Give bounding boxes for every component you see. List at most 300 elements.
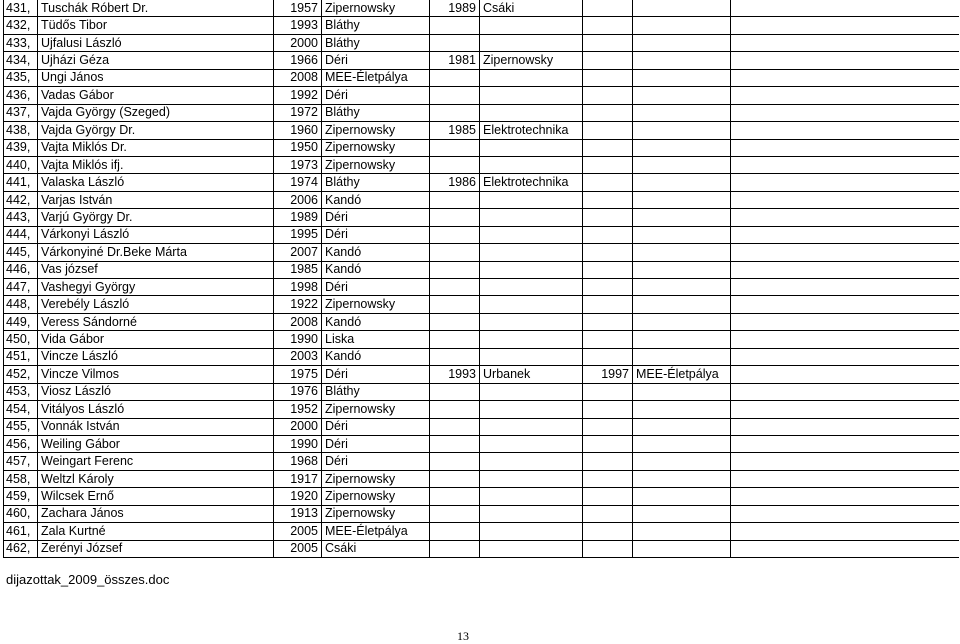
award-year-3 bbox=[583, 0, 633, 17]
award-year-2 bbox=[430, 156, 480, 173]
award-year-2 bbox=[430, 34, 480, 51]
award-year-3 bbox=[583, 52, 633, 69]
award-name-2: Elektrotechnika bbox=[480, 174, 583, 191]
award-year-3 bbox=[583, 87, 633, 104]
row-number: 450, bbox=[4, 331, 38, 348]
award-year-3 bbox=[583, 104, 633, 121]
table-spacer-cell bbox=[731, 87, 959, 104]
award-year-2 bbox=[430, 87, 480, 104]
award-year-1: 1995 bbox=[274, 226, 322, 243]
award-year-2: 1993 bbox=[430, 366, 480, 383]
table-spacer-cell bbox=[731, 453, 959, 470]
award-year-3 bbox=[583, 34, 633, 51]
award-year-2 bbox=[430, 401, 480, 418]
award-year-1: 1973 bbox=[274, 156, 322, 173]
awardee-name: Vincze Vilmos bbox=[38, 366, 274, 383]
award-year-1: 2000 bbox=[274, 418, 322, 435]
award-name-2 bbox=[480, 139, 583, 156]
award-year-2 bbox=[430, 209, 480, 226]
award-name-3 bbox=[633, 523, 731, 540]
awardee-name: Zerényi József bbox=[38, 540, 274, 557]
award-name-3 bbox=[633, 191, 731, 208]
award-year-1: 2008 bbox=[274, 69, 322, 86]
award-name-1: Déri bbox=[322, 453, 430, 470]
table-spacer-cell bbox=[731, 279, 959, 296]
award-year-2 bbox=[430, 488, 480, 505]
award-year-1: 1992 bbox=[274, 87, 322, 104]
awardee-name: Vitályos László bbox=[38, 401, 274, 418]
award-year-1: 1990 bbox=[274, 331, 322, 348]
table-spacer-cell bbox=[731, 470, 959, 487]
award-year-2 bbox=[430, 470, 480, 487]
awardee-name: Vashegyi György bbox=[38, 279, 274, 296]
award-name-3 bbox=[633, 209, 731, 226]
award-name-2 bbox=[480, 348, 583, 365]
award-name-1: Bláthy bbox=[322, 174, 430, 191]
row-number: 454, bbox=[4, 401, 38, 418]
award-year-2 bbox=[430, 69, 480, 86]
award-name-2: Csáki bbox=[480, 0, 583, 17]
award-name-2 bbox=[480, 34, 583, 51]
award-year-1: 1920 bbox=[274, 488, 322, 505]
award-name-3 bbox=[633, 383, 731, 400]
award-year-1: 1960 bbox=[274, 122, 322, 139]
awardee-name: Zala Kurtné bbox=[38, 523, 274, 540]
awardee-name: Vajda György (Szeged) bbox=[38, 104, 274, 121]
award-year-3 bbox=[583, 313, 633, 330]
awardee-name: Vonnák István bbox=[38, 418, 274, 435]
table-spacer-cell bbox=[731, 505, 959, 522]
table-row bbox=[4, 418, 959, 435]
awardee-name: Verebély László bbox=[38, 296, 274, 313]
award-name-3 bbox=[633, 453, 731, 470]
award-year-2: 1986 bbox=[430, 174, 480, 191]
award-name-3 bbox=[633, 69, 731, 86]
award-year-3 bbox=[583, 139, 633, 156]
table-row bbox=[4, 209, 959, 226]
row-number: 445, bbox=[4, 244, 38, 261]
award-name-1: Déri bbox=[322, 279, 430, 296]
award-name-2 bbox=[480, 418, 583, 435]
table-row bbox=[4, 540, 959, 557]
award-name-1: Déri bbox=[322, 52, 430, 69]
award-year-1: 1952 bbox=[274, 401, 322, 418]
row-number: 462, bbox=[4, 540, 38, 557]
award-name-2 bbox=[480, 401, 583, 418]
table-row bbox=[4, 331, 959, 348]
award-year-1: 2005 bbox=[274, 523, 322, 540]
award-name-1: Zipernowsky bbox=[322, 296, 430, 313]
row-number: 453, bbox=[4, 383, 38, 400]
table-row bbox=[4, 505, 959, 522]
awardee-name: Wilcsek Ernő bbox=[38, 488, 274, 505]
table-spacer-cell bbox=[731, 226, 959, 243]
table-row bbox=[4, 122, 959, 139]
award-year-3 bbox=[583, 435, 633, 452]
award-year-3 bbox=[583, 122, 633, 139]
award-year-2 bbox=[430, 418, 480, 435]
award-name-3 bbox=[633, 156, 731, 173]
award-name-1: Bláthy bbox=[322, 17, 430, 34]
table-spacer-cell bbox=[731, 261, 959, 278]
awardee-name: Tuschák Róbert Dr. bbox=[38, 0, 274, 17]
table-spacer-cell bbox=[731, 209, 959, 226]
award-name-3 bbox=[633, 279, 731, 296]
awardee-name: Vadas Gábor bbox=[38, 87, 274, 104]
row-number: 432, bbox=[4, 17, 38, 34]
table-row bbox=[4, 523, 959, 540]
award-year-3 bbox=[583, 418, 633, 435]
award-name-1: Bláthy bbox=[322, 383, 430, 400]
table-row bbox=[4, 488, 959, 505]
table-spacer-cell bbox=[731, 191, 959, 208]
awardee-name: Vida Gábor bbox=[38, 331, 274, 348]
table-row bbox=[4, 34, 959, 51]
award-year-1: 2005 bbox=[274, 540, 322, 557]
table-row bbox=[4, 17, 959, 34]
table-spacer-cell bbox=[731, 0, 959, 17]
table-spacer-cell bbox=[731, 122, 959, 139]
award-name-1: Kandó bbox=[322, 313, 430, 330]
award-year-3 bbox=[583, 191, 633, 208]
award-year-2 bbox=[430, 296, 480, 313]
award-year-1: 1913 bbox=[274, 505, 322, 522]
awardee-name: Ujházi Géza bbox=[38, 52, 274, 69]
awardee-name: Vajta Miklós ifj. bbox=[38, 156, 274, 173]
award-name-3 bbox=[633, 418, 731, 435]
award-name-2 bbox=[480, 383, 583, 400]
award-year-1: 2007 bbox=[274, 244, 322, 261]
award-name-1: Zipernowsky bbox=[322, 470, 430, 487]
table-spacer-cell bbox=[731, 104, 959, 121]
award-year-2 bbox=[430, 279, 480, 296]
award-name-3 bbox=[633, 139, 731, 156]
table-spacer-cell bbox=[731, 17, 959, 34]
awardee-name: Ungi János bbox=[38, 69, 274, 86]
award-year-3 bbox=[583, 296, 633, 313]
award-name-1: Zipernowsky bbox=[322, 139, 430, 156]
awardee-name: Valaska László bbox=[38, 174, 274, 191]
awardee-name: Varjas István bbox=[38, 191, 274, 208]
table-row bbox=[4, 139, 959, 156]
award-year-2 bbox=[430, 505, 480, 522]
table-spacer-cell bbox=[731, 540, 959, 557]
award-year-3 bbox=[583, 261, 633, 278]
award-name-3 bbox=[633, 296, 731, 313]
row-number: 447, bbox=[4, 279, 38, 296]
table-row bbox=[4, 261, 959, 278]
award-name-1: Liska bbox=[322, 331, 430, 348]
row-number: 452, bbox=[4, 366, 38, 383]
awardee-name: Várkonyi László bbox=[38, 226, 274, 243]
award-year-2: 1981 bbox=[430, 52, 480, 69]
award-year-1: 1974 bbox=[274, 174, 322, 191]
award-year-1: 1950 bbox=[274, 139, 322, 156]
table-row bbox=[4, 52, 959, 69]
awardee-name: Tüdős Tibor bbox=[38, 17, 274, 34]
table-spacer-cell bbox=[731, 296, 959, 313]
table-spacer-cell bbox=[731, 139, 959, 156]
award-name-1: Déri bbox=[322, 87, 430, 104]
row-number: 444, bbox=[4, 226, 38, 243]
table-row bbox=[4, 401, 959, 418]
award-name-2 bbox=[480, 488, 583, 505]
award-year-3 bbox=[583, 488, 633, 505]
row-number: 433, bbox=[4, 34, 38, 51]
award-year-2 bbox=[430, 261, 480, 278]
award-year-2 bbox=[430, 17, 480, 34]
award-year-1: 1975 bbox=[274, 366, 322, 383]
award-name-3 bbox=[633, 470, 731, 487]
table-row bbox=[4, 453, 959, 470]
award-year-3 bbox=[583, 17, 633, 34]
award-name-3 bbox=[633, 331, 731, 348]
awardee-name: Ujfalusi László bbox=[38, 34, 274, 51]
row-number: 448, bbox=[4, 296, 38, 313]
awardee-name: Vajta Miklós Dr. bbox=[38, 139, 274, 156]
table-spacer-cell bbox=[731, 435, 959, 452]
table-spacer-cell bbox=[731, 418, 959, 435]
award-year-2 bbox=[430, 313, 480, 330]
award-year-3 bbox=[583, 401, 633, 418]
award-year-1: 2000 bbox=[274, 34, 322, 51]
award-name-3 bbox=[633, 488, 731, 505]
award-year-1: 1957 bbox=[274, 0, 322, 17]
table-row bbox=[4, 435, 959, 452]
award-year-3 bbox=[583, 470, 633, 487]
award-name-3 bbox=[633, 0, 731, 17]
award-year-1: 2003 bbox=[274, 348, 322, 365]
table-spacer-cell bbox=[731, 69, 959, 86]
award-name-1: Zipernowsky bbox=[322, 122, 430, 139]
award-name-2 bbox=[480, 331, 583, 348]
award-year-3 bbox=[583, 453, 633, 470]
table-spacer-cell bbox=[731, 348, 959, 365]
table-row bbox=[4, 366, 959, 383]
award-year-2 bbox=[430, 104, 480, 121]
row-number: 455, bbox=[4, 418, 38, 435]
table-body bbox=[4, 0, 959, 558]
document-filename: dijazottak_2009_összes.doc bbox=[6, 572, 170, 587]
table-row bbox=[4, 191, 959, 208]
awardee-name: Weingart Ferenc bbox=[38, 453, 274, 470]
row-number: 451, bbox=[4, 348, 38, 365]
award-year-3 bbox=[583, 69, 633, 86]
award-year-2: 1985 bbox=[430, 122, 480, 139]
award-name-3 bbox=[633, 34, 731, 51]
award-year-2 bbox=[430, 523, 480, 540]
award-name-3 bbox=[633, 104, 731, 121]
table-spacer-cell bbox=[731, 366, 959, 383]
awardee-name: Vas józsef bbox=[38, 261, 274, 278]
table-row bbox=[4, 313, 959, 330]
row-number: 456, bbox=[4, 435, 38, 452]
award-year-3: 1997 bbox=[583, 366, 633, 383]
table-spacer-cell bbox=[731, 34, 959, 51]
award-year-2 bbox=[430, 191, 480, 208]
table-spacer-cell bbox=[731, 52, 959, 69]
award-year-3 bbox=[583, 540, 633, 557]
award-year-1: 1968 bbox=[274, 453, 322, 470]
award-name-3 bbox=[633, 244, 731, 261]
row-number: 439, bbox=[4, 139, 38, 156]
award-name-3 bbox=[633, 261, 731, 278]
table-row bbox=[4, 348, 959, 365]
awardee-name: Varjú György Dr. bbox=[38, 209, 274, 226]
award-year-1: 1966 bbox=[274, 52, 322, 69]
row-number: 440, bbox=[4, 156, 38, 173]
row-number: 437, bbox=[4, 104, 38, 121]
award-name-1: Kandó bbox=[322, 348, 430, 365]
award-name-2 bbox=[480, 279, 583, 296]
table-row bbox=[4, 174, 959, 191]
award-name-2 bbox=[480, 435, 583, 452]
table-row bbox=[4, 296, 959, 313]
award-name-2: Zipernowsky bbox=[480, 52, 583, 69]
table-row bbox=[4, 69, 959, 86]
awardee-name: Weltzl Károly bbox=[38, 470, 274, 487]
award-year-3 bbox=[583, 244, 633, 261]
award-name-1: Zipernowsky bbox=[322, 505, 430, 522]
award-name-2 bbox=[480, 470, 583, 487]
award-name-1: Zipernowsky bbox=[322, 0, 430, 17]
awardees-table bbox=[3, 0, 959, 558]
award-year-1: 1989 bbox=[274, 209, 322, 226]
table-row bbox=[4, 383, 959, 400]
award-year-3 bbox=[583, 279, 633, 296]
award-year-2 bbox=[430, 244, 480, 261]
row-number: 458, bbox=[4, 470, 38, 487]
award-name-3 bbox=[633, 348, 731, 365]
award-year-2 bbox=[430, 226, 480, 243]
award-name-1: MEE-Életpálya bbox=[322, 69, 430, 86]
awardee-name: Várkonyiné Dr.Beke Márta bbox=[38, 244, 274, 261]
table-row bbox=[4, 244, 959, 261]
award-year-2 bbox=[430, 540, 480, 557]
award-name-3: MEE-Életpálya bbox=[633, 366, 731, 383]
award-name-1: Zipernowsky bbox=[322, 401, 430, 418]
award-year-3 bbox=[583, 523, 633, 540]
award-name-3 bbox=[633, 435, 731, 452]
award-name-3 bbox=[633, 122, 731, 139]
award-year-2 bbox=[430, 139, 480, 156]
row-number: 461, bbox=[4, 523, 38, 540]
award-name-2: Urbanek bbox=[480, 366, 583, 383]
award-name-2 bbox=[480, 69, 583, 86]
award-year-2 bbox=[430, 348, 480, 365]
award-name-1: Kandó bbox=[322, 244, 430, 261]
award-name-1: Déri bbox=[322, 366, 430, 383]
award-year-3 bbox=[583, 348, 633, 365]
row-number: 449, bbox=[4, 313, 38, 330]
award-name-2 bbox=[480, 453, 583, 470]
award-year-1: 1993 bbox=[274, 17, 322, 34]
award-name-1: Bláthy bbox=[322, 104, 430, 121]
award-year-1: 1985 bbox=[274, 261, 322, 278]
award-name-1: Déri bbox=[322, 435, 430, 452]
row-number: 434, bbox=[4, 52, 38, 69]
award-name-1: Kandó bbox=[322, 191, 430, 208]
table-spacer-cell bbox=[731, 331, 959, 348]
award-name-2 bbox=[480, 156, 583, 173]
award-name-3 bbox=[633, 52, 731, 69]
row-number: 459, bbox=[4, 488, 38, 505]
table-row bbox=[4, 470, 959, 487]
award-name-3 bbox=[633, 174, 731, 191]
award-name-3 bbox=[633, 505, 731, 522]
award-name-3 bbox=[633, 17, 731, 34]
award-year-2 bbox=[430, 435, 480, 452]
award-name-2 bbox=[480, 540, 583, 557]
award-year-1: 1990 bbox=[274, 435, 322, 452]
award-name-2 bbox=[480, 209, 583, 226]
award-name-2 bbox=[480, 523, 583, 540]
row-number: 435, bbox=[4, 69, 38, 86]
table-spacer-cell bbox=[731, 174, 959, 191]
award-name-2 bbox=[480, 261, 583, 278]
award-year-1: 1998 bbox=[274, 279, 322, 296]
award-name-2 bbox=[480, 296, 583, 313]
row-number: 438, bbox=[4, 122, 38, 139]
award-name-3 bbox=[633, 313, 731, 330]
award-year-1: 1976 bbox=[274, 383, 322, 400]
row-number: 442, bbox=[4, 191, 38, 208]
award-name-2 bbox=[480, 244, 583, 261]
table-row bbox=[4, 104, 959, 121]
table-spacer-cell bbox=[731, 523, 959, 540]
award-name-2 bbox=[480, 104, 583, 121]
award-name-1: Zipernowsky bbox=[322, 156, 430, 173]
table-spacer-cell bbox=[731, 313, 959, 330]
table-row bbox=[4, 226, 959, 243]
row-number: 460, bbox=[4, 505, 38, 522]
award-name-3 bbox=[633, 401, 731, 418]
award-year-1: 2008 bbox=[274, 313, 322, 330]
awardee-name: Weiling Gábor bbox=[38, 435, 274, 452]
award-name-2 bbox=[480, 17, 583, 34]
award-name-2: Elektrotechnika bbox=[480, 122, 583, 139]
page-number: 13 bbox=[457, 629, 469, 643]
award-year-3 bbox=[583, 174, 633, 191]
awardee-name: Vajda György Dr. bbox=[38, 122, 274, 139]
award-name-2 bbox=[480, 505, 583, 522]
award-year-3 bbox=[583, 331, 633, 348]
row-number: 436, bbox=[4, 87, 38, 104]
award-year-2 bbox=[430, 383, 480, 400]
awardee-name: Veress Sándorné bbox=[38, 313, 274, 330]
table-spacer-cell bbox=[731, 244, 959, 261]
awardee-name: Vincze László bbox=[38, 348, 274, 365]
award-name-2 bbox=[480, 87, 583, 104]
table-spacer-cell bbox=[731, 401, 959, 418]
award-name-3 bbox=[633, 87, 731, 104]
award-year-3 bbox=[583, 505, 633, 522]
table-row bbox=[4, 156, 959, 173]
award-name-2 bbox=[480, 191, 583, 208]
award-name-1: Csáki bbox=[322, 540, 430, 557]
award-name-1: Déri bbox=[322, 209, 430, 226]
award-name-1: Déri bbox=[322, 418, 430, 435]
table-row bbox=[4, 279, 959, 296]
award-year-2 bbox=[430, 453, 480, 470]
table-spacer-cell bbox=[731, 156, 959, 173]
award-name-3 bbox=[633, 540, 731, 557]
row-number: 443, bbox=[4, 209, 38, 226]
award-year-1: 2006 bbox=[274, 191, 322, 208]
row-number: 431, bbox=[4, 0, 38, 17]
award-year-3 bbox=[583, 156, 633, 173]
table-spacer-cell bbox=[731, 488, 959, 505]
